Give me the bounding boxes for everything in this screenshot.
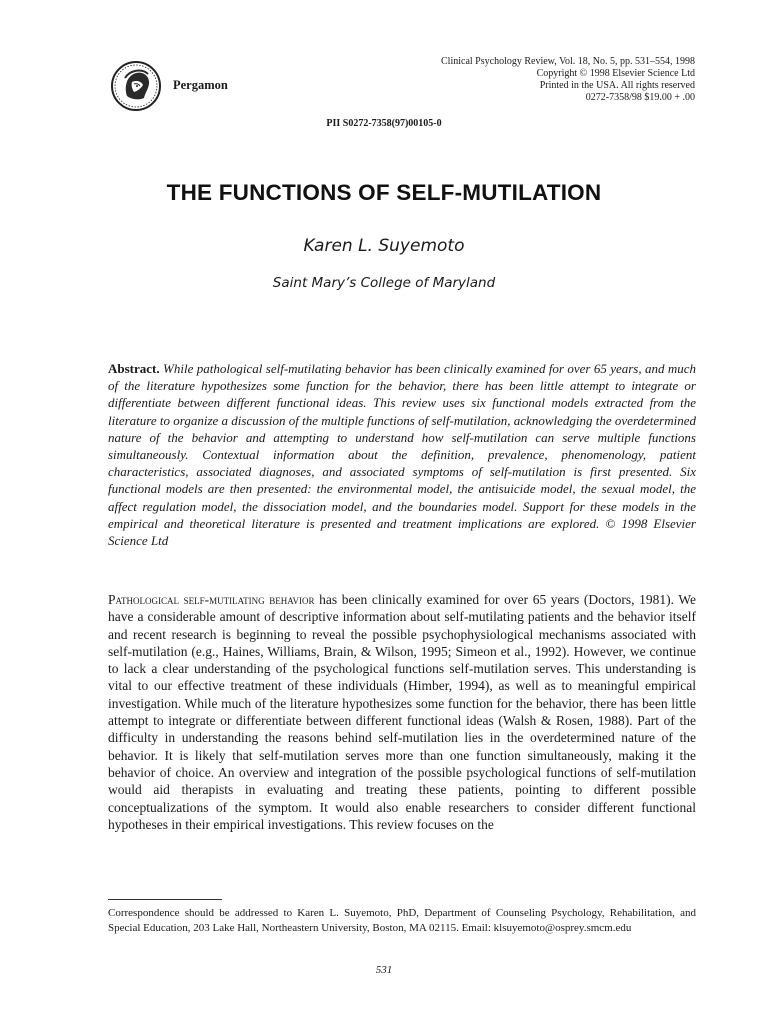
author-name: Karen L. Suyemoto (303, 236, 465, 256)
article-title: THE FUNCTIONS OF SELF-MUTILATION (166, 180, 602, 205)
publisher-name: Pergamon (173, 78, 228, 92)
pii-identifier: PII S0272-7358(97)00105-0 (326, 118, 442, 129)
page-number: 531 (375, 964, 393, 976)
issn-price-line: 0272-7358/98 $19.00 + .00 (585, 92, 695, 103)
abstract-text: While pathological self-mutilating behavior has been clinically examined for over 65 years, and much of the literature hypothesizes some function for the behavior, there has been little attempt to integrate or differentiate between different functional ideas. This review uses six functional models extracted from the literature to organize a discussion of the multiple functions of self-mutilation, acknowledging the overdetermined nature of the behavior and attempting to understand how self-mutilation can serve multiple functions simultaneously. Contextual information about the definition, prevalence, phenomenology, patient characteristics, associated diagnoses, and associated symptoms of self-mutilation is first presented. Six functional models are then presented: the environmental model, the antisuicide model, the sexual model, the affect regulation model, the dissociation model, and the boundaries model. Support for these models in the empirical and theoretical literature is presented and treatment implications are explored. © 1998 Elsevier Science Ltd (108, 361, 696, 549)
footnote-divider (108, 899, 222, 900)
abstract-label: Abstract. (108, 361, 160, 376)
body-paragraph (108, 591, 696, 833)
journal-citation (441, 56, 695, 104)
abstract (108, 360, 696, 549)
citation-line: Clinical Psychology Review, Vol. 18, No. 5, pp. 531–554, 1998 (441, 56, 695, 67)
copyright-line: Copyright © 1998 Elsevier Science Ltd (536, 68, 695, 79)
body-text: has been clinically examined for over 65 years (Doctors, 1981). We have a considerable amount of descriptive information about self-mutilating patients and the behavior itself and recent research is beginning to reveal the possible psychophysiological mechanisms associated with self-mutilation (e.g., Haines, Williams, Brain, & Wilson, 1995; Simeon et al., 1992). However, we continue to lack a clear understanding of the psychological functions self-mutilation serves. This understanding is vital to our effective treatment of these individuals (Himber, 1994), as well as to meaningful empirical investigation. While much of the literature hypothesizes some function for the behavior, there has been little attempt to integrate or differentiate between different functional ideas (Walsh & Rosen, 1988). Part of the difficulty in understanding the reasons behind self-mutilation lies in the overdetermined nature of the behavior. It is likely that self-mutilation serves more than one function simultaneously, making it the behavior of choice. An overview and integration of the possible psychological functions of self-mutilation would aid therapists in evaluating and treating these patients, pointing to different possible conceptualizations of the symptom. It would also enable researchers to consider different functional hypotheses in their empirical investigations. This review focuses on the (108, 592, 696, 832)
correspondence-footnote: Correspondence should be addressed to Karen L. Suyemoto, PhD, Department of Counseling Psychology, Rehabilitation, and Special Education, 203 Lake Hall, Northeastern University, Boston, MA 02115. Email: klsuyemoto@osprey.smcm.edu (108, 907, 696, 934)
author-affiliation: Saint Mary’s College of Maryland (272, 275, 496, 291)
body-lead-in: Pathological self-mutilating behavior (108, 592, 315, 607)
pergamon-logo-icon (110, 60, 162, 112)
rights-line: Printed in the USA. All rights reserved (539, 80, 695, 91)
